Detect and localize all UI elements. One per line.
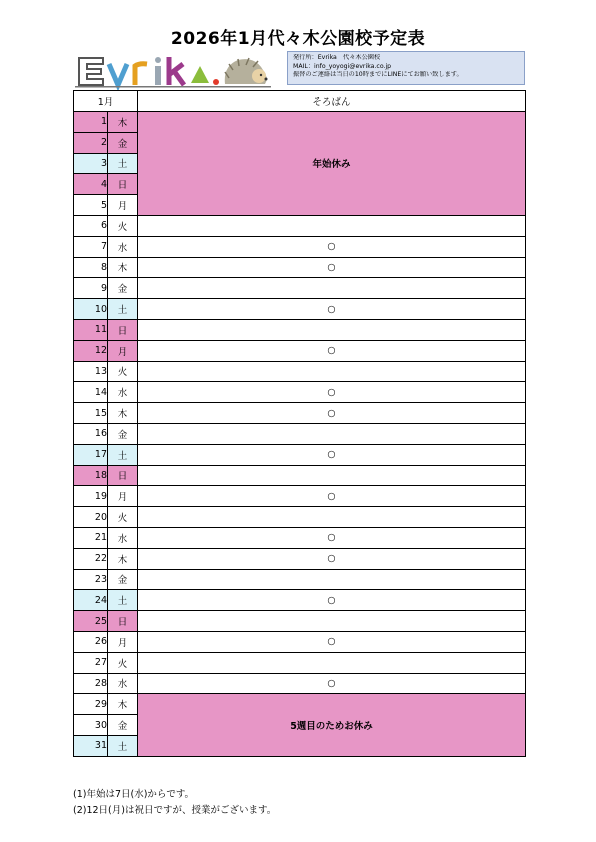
footnote-2: (2)12日(月)は祝日ですが、授業がございます。	[73, 805, 277, 816]
footnote-1: (1)年始は7日(水)からです。	[73, 789, 195, 800]
day-number: 28	[74, 673, 108, 694]
table-row	[74, 444, 526, 465]
weekday-label: 木	[108, 257, 138, 278]
lesson-mark: ○	[138, 527, 526, 548]
table-row	[74, 548, 526, 569]
table-row	[74, 631, 526, 652]
lesson-mark	[138, 465, 526, 486]
evrika-logo	[73, 52, 283, 90]
weekday-label: 水	[108, 527, 138, 548]
day-number: 2	[74, 132, 108, 153]
table-row	[74, 340, 526, 361]
lesson-mark: ○	[138, 299, 526, 320]
lesson-mark: ○	[138, 257, 526, 278]
weekday-label: 月	[108, 195, 138, 216]
weekday-label: 金	[108, 715, 138, 736]
weekday-label: 日	[108, 611, 138, 632]
day-number: 6	[74, 215, 108, 236]
month-header: 1月	[74, 91, 138, 112]
weekday-label: 土	[108, 153, 138, 174]
weekday-label: 土	[108, 735, 138, 756]
lesson-mark	[138, 319, 526, 340]
lesson-mark	[138, 611, 526, 632]
day-number: 20	[74, 507, 108, 528]
day-number: 15	[74, 403, 108, 424]
table-row	[74, 611, 526, 632]
weekday-label: 月	[108, 631, 138, 652]
table-row	[74, 319, 526, 340]
day-number: 17	[74, 444, 108, 465]
lesson-mark: ○	[138, 444, 526, 465]
day-number: 3	[74, 153, 108, 174]
day-number: 23	[74, 569, 108, 590]
day-number: 7	[74, 236, 108, 257]
column-header: そろばん	[138, 91, 526, 112]
weekday-label: 日	[108, 465, 138, 486]
new-year-holiday-block: 年始休み	[138, 112, 526, 216]
weekday-label: 火	[108, 652, 138, 673]
day-number: 11	[74, 319, 108, 340]
day-number: 9	[74, 278, 108, 299]
table-row	[74, 652, 526, 673]
day-number: 19	[74, 486, 108, 507]
day-number: 21	[74, 527, 108, 548]
weekday-label: 月	[108, 486, 138, 507]
day-number: 8	[74, 257, 108, 278]
weekday-label: 土	[108, 299, 138, 320]
lesson-mark: ○	[138, 631, 526, 652]
day-number: 14	[74, 382, 108, 403]
day-number: 29	[74, 694, 108, 715]
day-number: 10	[74, 299, 108, 320]
weekday-label: 火	[108, 215, 138, 236]
weekday-label: 水	[108, 236, 138, 257]
weekday-label: 金	[108, 278, 138, 299]
lesson-mark	[138, 507, 526, 528]
weekday-label: 木	[108, 403, 138, 424]
weekday-label: 木	[108, 694, 138, 715]
day-number: 16	[74, 423, 108, 444]
weekday-label: 火	[108, 361, 138, 382]
day-number: 5	[74, 195, 108, 216]
weekday-label: 土	[108, 590, 138, 611]
weekday-label: 土	[108, 444, 138, 465]
weekday-label: 金	[108, 423, 138, 444]
schedule-table	[73, 90, 526, 757]
day-number: 26	[74, 631, 108, 652]
weekday-label: 水	[108, 382, 138, 403]
lesson-mark	[138, 215, 526, 236]
lesson-mark: ○	[138, 548, 526, 569]
lesson-mark: ○	[138, 590, 526, 611]
contact-info-box	[287, 51, 525, 85]
lesson-mark: ○	[138, 382, 526, 403]
lesson-mark	[138, 423, 526, 444]
weekday-label: 月	[108, 340, 138, 361]
table-row	[74, 694, 526, 715]
weekday-label: 日	[108, 174, 138, 195]
table-row	[74, 423, 526, 444]
day-number: 4	[74, 174, 108, 195]
table-row	[74, 278, 526, 299]
lesson-mark: ○	[138, 340, 526, 361]
table-row	[74, 569, 526, 590]
table-row	[74, 361, 526, 382]
day-number: 30	[74, 715, 108, 736]
page-title: 2026年1月代々木公園校予定表	[170, 29, 426, 49]
table-row	[74, 673, 526, 694]
lesson-mark	[138, 361, 526, 382]
day-number: 25	[74, 611, 108, 632]
table-row	[74, 403, 526, 424]
day-number: 13	[74, 361, 108, 382]
table-row	[74, 382, 526, 403]
day-number: 27	[74, 652, 108, 673]
table-row	[74, 527, 526, 548]
day-number: 31	[74, 735, 108, 756]
day-number: 22	[74, 548, 108, 569]
lesson-mark: ○	[138, 486, 526, 507]
lesson-mark: ○	[138, 236, 526, 257]
weekday-label: 木	[108, 548, 138, 569]
footnotes	[73, 787, 276, 819]
lesson-mark: ○	[138, 403, 526, 424]
weekday-label: 金	[108, 569, 138, 590]
table-row	[74, 299, 526, 320]
weekday-label: 水	[108, 673, 138, 694]
day-number: 1	[74, 112, 108, 133]
notice-text: 振替のご連絡は当日の10時までにLINEにてお願い致します。	[293, 71, 463, 79]
table-row	[74, 590, 526, 611]
lesson-mark	[138, 569, 526, 590]
weekday-label: 木	[108, 112, 138, 133]
table-row	[74, 465, 526, 486]
lesson-mark	[138, 278, 526, 299]
weekday-label: 金	[108, 132, 138, 153]
table-row	[74, 215, 526, 236]
weekday-label: 火	[108, 507, 138, 528]
weekday-label: 日	[108, 319, 138, 340]
lesson-mark	[138, 652, 526, 673]
day-number: 18	[74, 465, 108, 486]
fifth-week-holiday-block: 5週目のためお休み	[138, 694, 526, 756]
issuer-text: 発行所：Evrika 代々木公園校	[293, 54, 381, 61]
table-row	[74, 112, 526, 133]
day-number: 12	[74, 340, 108, 361]
table-row	[74, 257, 526, 278]
table-header-row	[74, 91, 526, 112]
lesson-mark: ○	[138, 673, 526, 694]
mail-text: MAIL：info_yoyogi@evrika.co.jp	[293, 62, 392, 70]
day-number: 24	[74, 590, 108, 611]
table-row	[74, 507, 526, 528]
table-row	[74, 236, 526, 257]
table-row	[74, 486, 526, 507]
